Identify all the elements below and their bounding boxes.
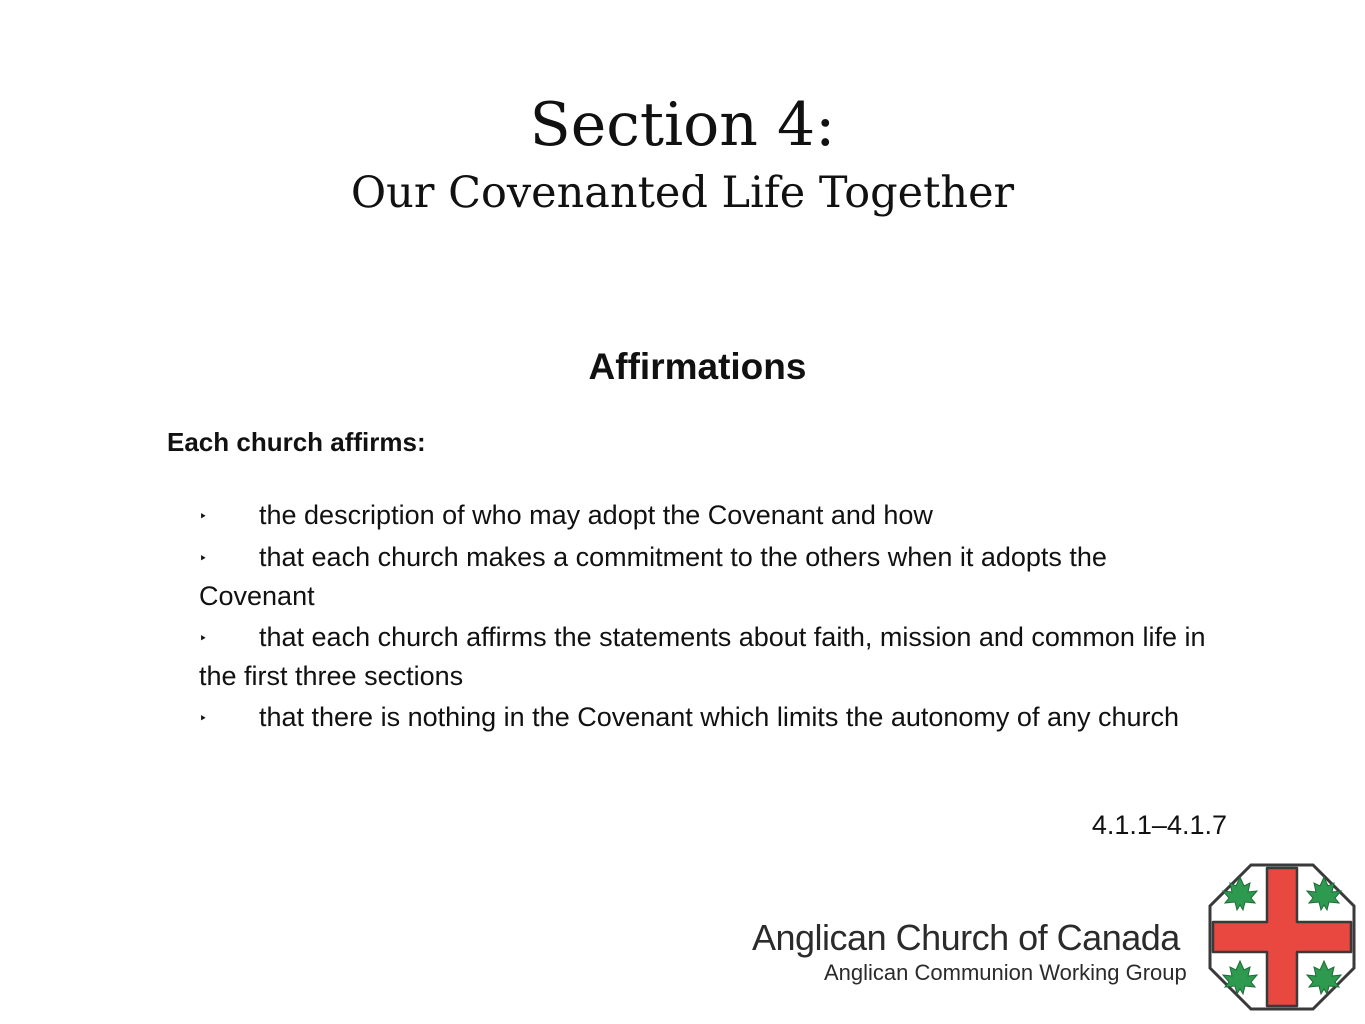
- lead-text: Each church affirms:: [167, 427, 426, 457]
- list-item-text: the description of who may adopt the Covenant and how: [259, 500, 933, 530]
- list-item-text: that each church makes a commitment to the others when it adopts the Covenant: [199, 542, 1107, 611]
- list-item: [199, 698, 1229, 737]
- anglican-church-of-canada-logo-icon: [1207, 862, 1357, 1012]
- list-item: [199, 496, 1229, 535]
- org-subtitle: Anglican Communion Working Group: [824, 960, 1187, 985]
- list-item-text: that there is nothing in the Covenant which limits the autonomy of any church: [259, 702, 1180, 732]
- list-item: [199, 618, 1229, 695]
- section-reference: 4.1.1–4.1.7: [1091, 810, 1227, 840]
- slide-title: Section 4:: [529, 90, 836, 160]
- slide-subtitle: Our Covenanted Life Together: [350, 168, 1015, 218]
- bullet-icon: ‣: [199, 710, 208, 726]
- org-name: Anglican Church of Canada: [752, 917, 1180, 958]
- list-item-text: that each church affirms the statements about faith, mission and common life in the first three sections: [199, 622, 1206, 691]
- list-item: [199, 538, 1229, 615]
- bullet-icon: ‣: [199, 508, 208, 524]
- bullet-icon: ‣: [199, 550, 208, 566]
- bullet-icon: ‣: [199, 630, 208, 646]
- affirmations-list: [199, 496, 1229, 740]
- section-heading: Affirmations: [588, 346, 807, 387]
